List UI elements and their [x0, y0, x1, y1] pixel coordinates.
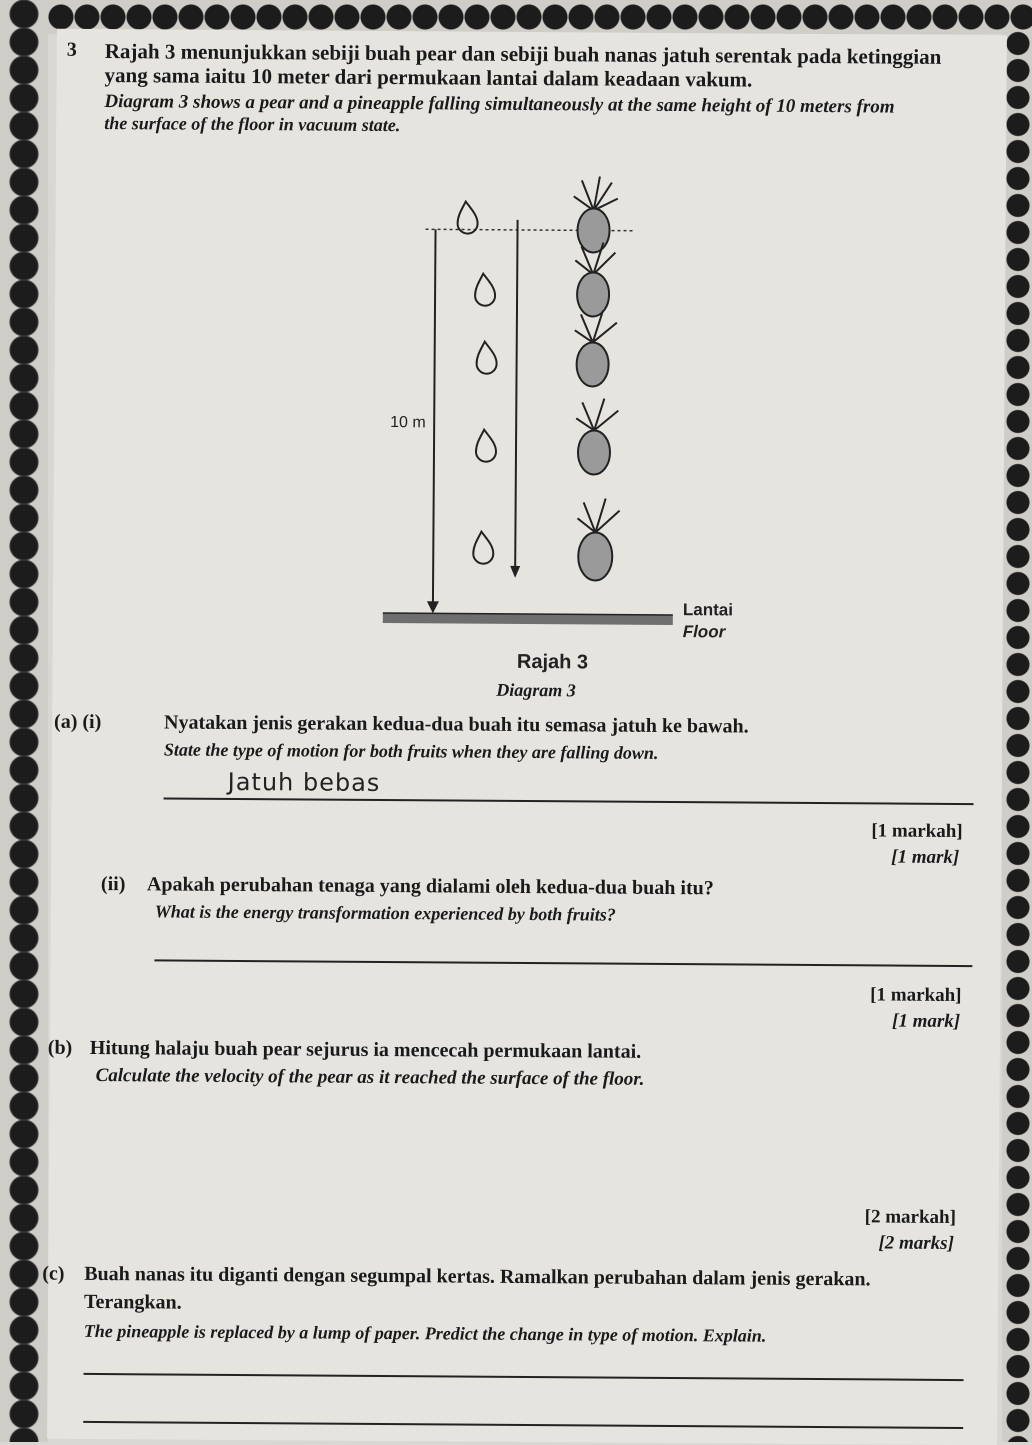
- part-a-i-marks-english: [1 mark]: [891, 846, 960, 869]
- pear-icon: [458, 202, 478, 234]
- pear-icon: [476, 430, 496, 462]
- floor-label-english: Floor: [682, 622, 726, 642]
- intro-malay-line-1: Rajah 3 menunjukkan sebiji buah pear dan sebiji buah nanas jatuh serentak pada ketinggian: [104, 39, 942, 69]
- floor-label-malay: Lantai: [682, 600, 734, 620]
- pineapple-icon: [576, 398, 619, 474]
- part-a-ii-label: (ii): [100, 873, 126, 896]
- part-b-marks-malay: [2 markah]: [864, 1206, 957, 1229]
- intro-english-line-2: the surface of the floor in vacuum state.: [104, 113, 401, 136]
- part-b-question-english: Calculate the velocity of the pear as it reached the surface of the floor.: [95, 1064, 645, 1090]
- part-a-ii-marks-english: [1 mark]: [891, 1010, 961, 1033]
- part-a-i-answer-line: [164, 797, 974, 805]
- part-b-question-malay: Hitung halaju buah pear sejurus ia mencecah permukaan lantai.: [89, 1036, 642, 1063]
- ring-binding-left: [0, 0, 48, 1442]
- pear-icon: [473, 532, 493, 564]
- part-a-ii-answer-line: [154, 959, 972, 967]
- part-c-question-malay-line-1: Buah nanas itu diganti dengan segumpal kertas. Ramalkan perubahan dalam jenis gerakan.: [84, 1262, 871, 1291]
- diagram-caption-english: Diagram 3: [496, 679, 576, 701]
- part-a-i-question-malay: Nyatakan jenis gerakan kedua-dua buah itu semasa jatuh ke bawah.: [164, 711, 749, 738]
- question-number: 3: [66, 38, 77, 61]
- pear-icon: [475, 274, 495, 306]
- part-a-i-question-english: State the type of motion for both fruits when they are falling down.: [163, 739, 659, 763]
- pear-icon: [477, 342, 497, 374]
- ring-binding-right: [1002, 30, 1032, 1442]
- part-b-marks-english: [2 marks]: [878, 1232, 955, 1254]
- intro-english-line-1: Diagram 3 shows a pear and a pineapple falling simultaneously at the same height of 10 meters from: [104, 91, 895, 118]
- intro-malay-line-2: yang sama iaitu 10 meter dari permukaan lantai dalam keadaan vakum.: [104, 63, 753, 92]
- part-a-i-handwritten-answer: Jatuh bebas: [227, 767, 381, 797]
- pineapple-icon: [575, 242, 616, 316]
- part-b-label: (b): [47, 1036, 73, 1059]
- part-a-i-marks-malay: [1 markah]: [871, 820, 963, 843]
- part-c-answer-line-2: [83, 1421, 963, 1429]
- exam-page: [42, 29, 1007, 1445]
- diagram-caption-malay: Rajah 3: [516, 650, 589, 674]
- part-a-ii-question-malay: Apakah perubahan tenaga yang dialami oleh kedua-dua buah itu?: [146, 873, 714, 900]
- part-c-label: (c): [42, 1262, 65, 1285]
- pineapple-icon: [573, 176, 618, 252]
- fall-direction-arrow: [515, 220, 517, 572]
- part-a-i-label: (a) (i): [54, 710, 102, 734]
- part-a-ii-marks-malay: [1 markah]: [870, 984, 962, 1007]
- falling-fruits-diagram: [352, 161, 776, 684]
- part-a-ii-question-english: What is the energy transformation experienced by both fruits?: [154, 901, 616, 925]
- part-c-question-english: The pineapple is replaced by a lump of paper. Predict the change in type of motion. Explain.: [83, 1320, 767, 1346]
- pineapple-icon: [577, 498, 620, 580]
- height-label: 10 m: [390, 414, 426, 432]
- part-c-question-malay-line-2: Terangkan.: [83, 1290, 182, 1314]
- height-arrow: [433, 229, 436, 609]
- pineapple-icon: [574, 310, 617, 386]
- part-c-answer-line-1: [84, 1373, 964, 1381]
